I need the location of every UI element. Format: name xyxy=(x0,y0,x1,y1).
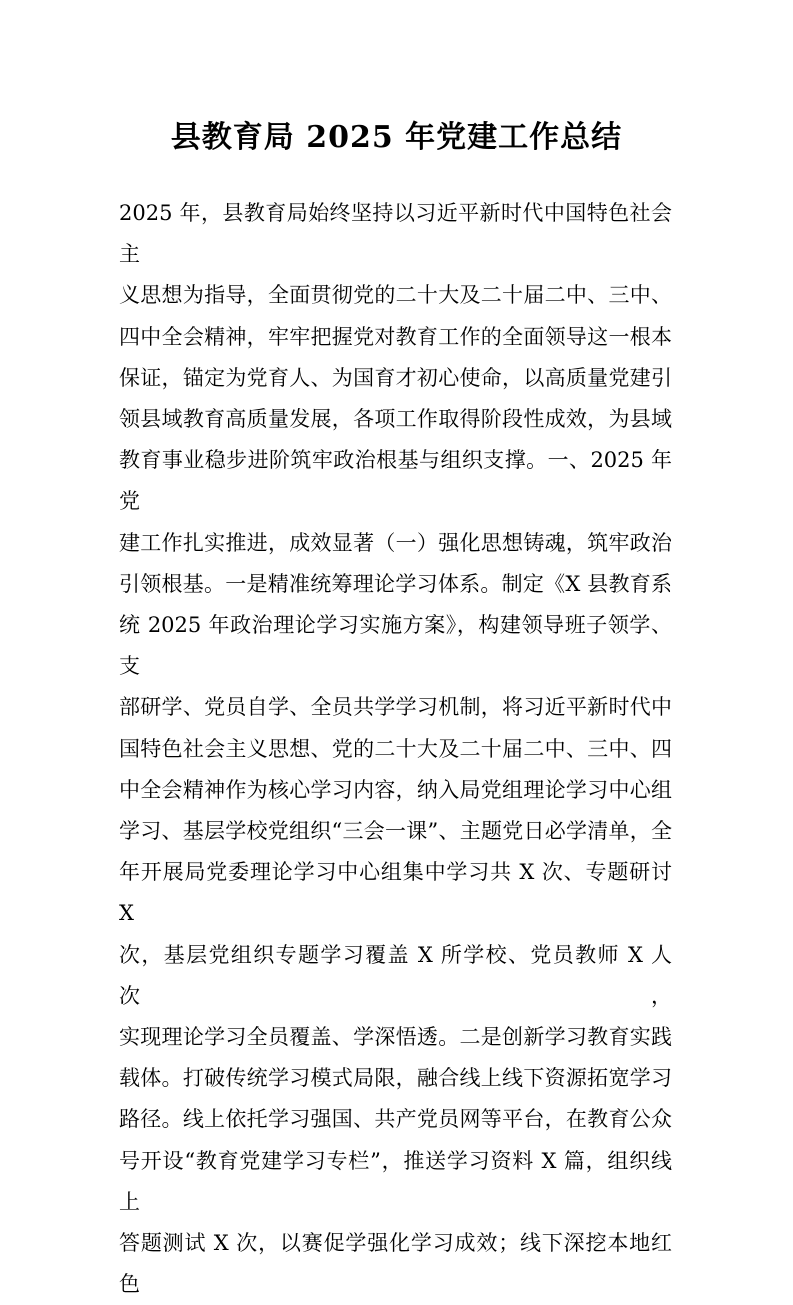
document-page xyxy=(0,118,793,1297)
document-title: 县教育局 2025 年党建工作总结 xyxy=(170,120,623,155)
body-line: 国特色社会主义思想、党的二十大及二十届二中、三中、四 xyxy=(119,736,672,761)
body-line: 载体。打破传统学习模式局限，融合线上线下资源拓宽学习 xyxy=(119,1066,672,1091)
body-line: 引领根基。一是精准统筹理论学习体系。制定《X 县教育系 xyxy=(119,571,672,596)
body-line: 学习、基层学校党组织“三会一课”、主题党日必学清单，全 xyxy=(119,819,672,844)
body-line: 部研学、党员自学、全员共学学习机制，将习近平新时代中 xyxy=(119,695,672,720)
body-line: 教育事业稳步进阶筑牢政治根基与组织支撑。一、2025 年党 xyxy=(119,448,672,514)
body-line: 年开展局党委理论学习中心组集中学习共 X 次、专题研讨 X xyxy=(119,860,672,926)
body-line: 中全会精神作为核心学习内容，纳入局党组理论学习中心组 xyxy=(119,777,672,802)
body-line: 号开设“教育党建学习专栏”，推送学习资料 X 篇，组织线上 xyxy=(119,1148,672,1214)
body-line: 保证，锚定为党育人、为国育才初心使命，以高质量党建引 xyxy=(119,365,672,390)
body-line: 统 2025 年政治理论学习实施方案》，构建领导班子领学、支 xyxy=(119,613,672,679)
body-line: 答题测试 X 次，以赛促学强化学习成效；线下深挖本地红色 xyxy=(119,1231,672,1297)
body-line: 建工作扎实推进，成效显著（一）强化思想铸魂，筑牢政治 xyxy=(119,530,672,555)
body-line: 义思想为指导，全面贯彻党的二十大及二十届二中、三中、 xyxy=(119,283,672,308)
body-paragraph xyxy=(119,193,672,1305)
body-line: 2025 年，县教育局始终坚持以习近平新时代中国特色社会主 xyxy=(119,201,672,267)
body-line: 领县域教育高质量发展，各项工作取得阶段性成效，为县域 xyxy=(119,407,672,432)
body-line: 次，基层党组织专题学习覆盖 X 所学校、党员教师 X 人次， xyxy=(119,942,672,1008)
body-line: 路径。线上依托学习强国、共产党员网等平台，在教育公众 xyxy=(119,1107,672,1132)
body-line: 实现理论学习全员覆盖、学深悟透。二是创新学习教育实践 xyxy=(119,1025,672,1050)
body-line: 四中全会精神，牢牢把握党对教育工作的全面领导这一根本 xyxy=(119,324,672,349)
